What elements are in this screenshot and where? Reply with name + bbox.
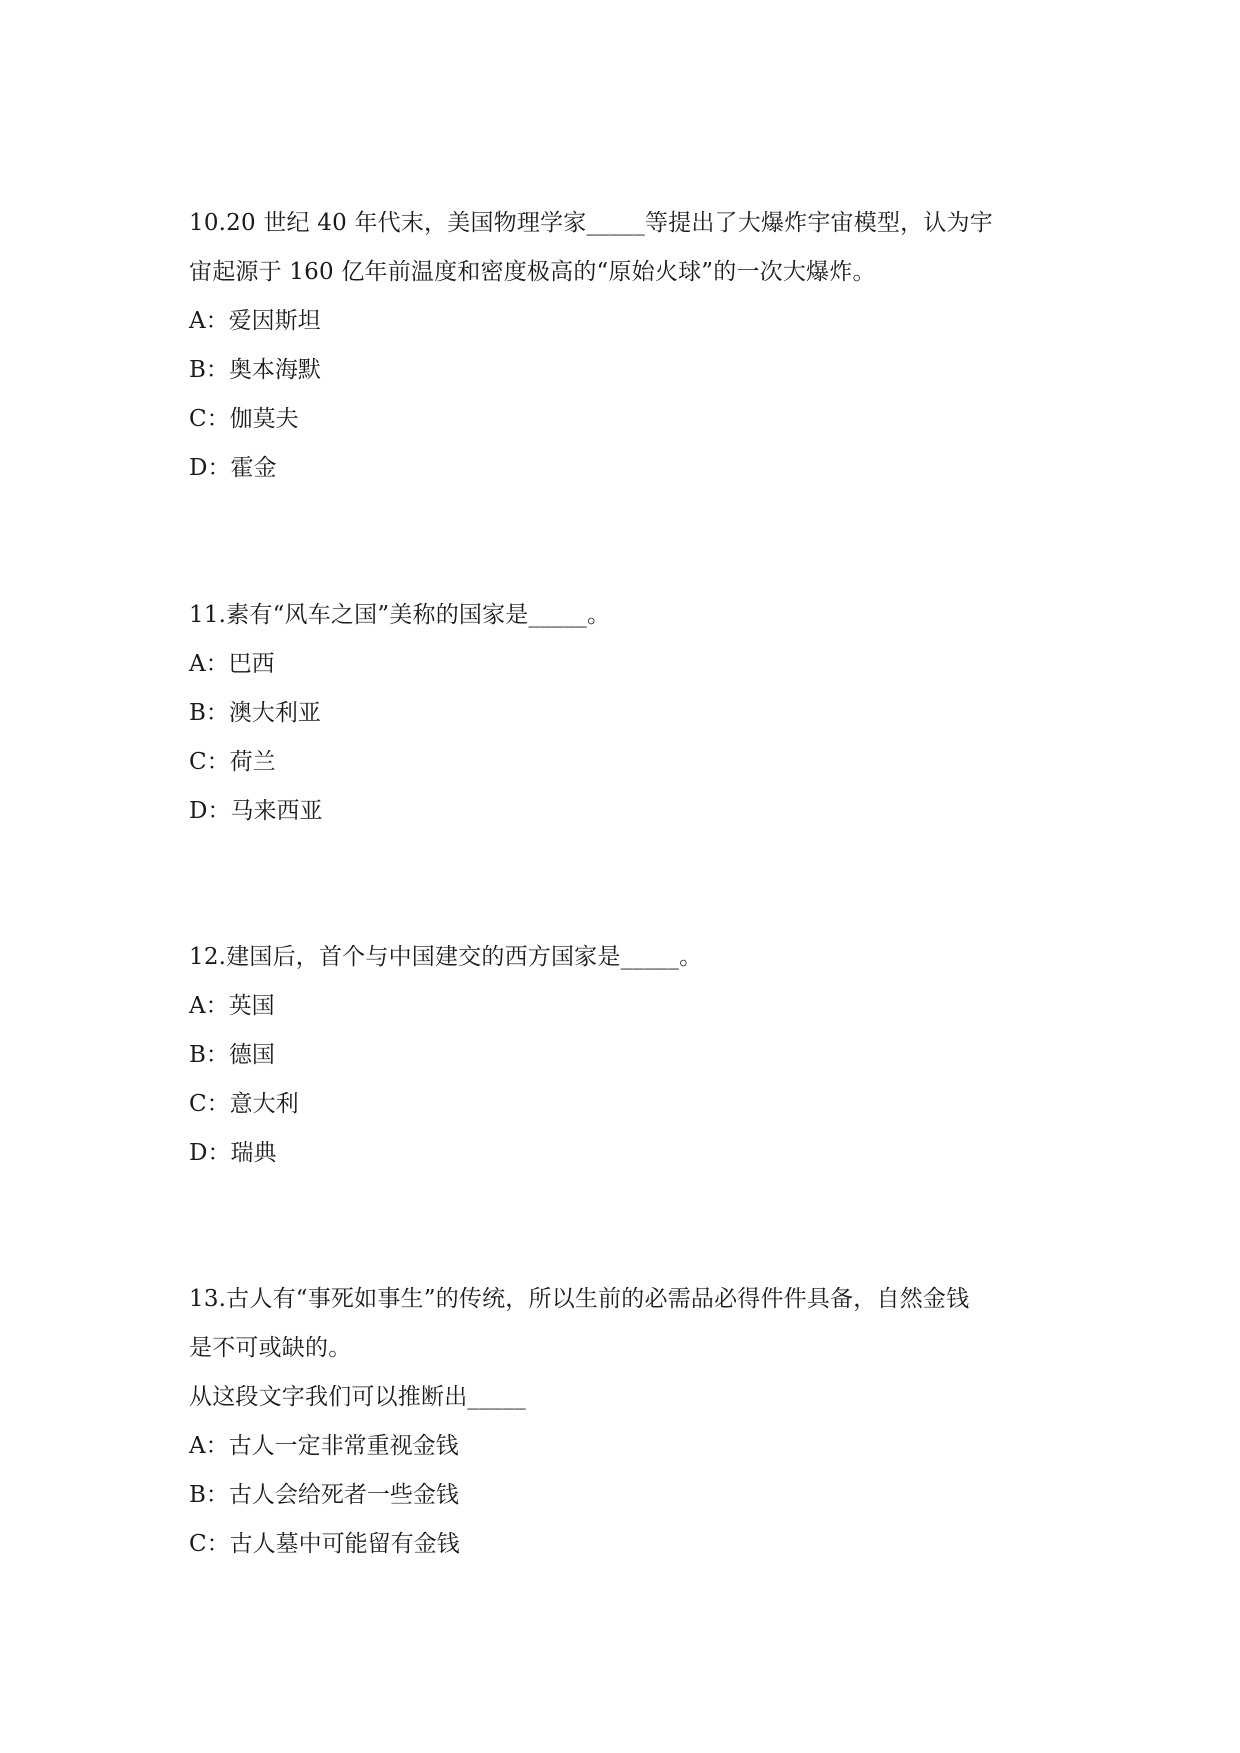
option-a: A：英国 bbox=[189, 993, 275, 1019]
option-a: A：巴西 bbox=[189, 651, 275, 677]
stem-line: 12.建国后，首个与中国建交的西方国家是_____。 bbox=[189, 944, 703, 970]
question-stem bbox=[189, 1275, 1069, 1422]
option-a: A：爱因斯坦 bbox=[189, 308, 321, 334]
question-11 bbox=[189, 591, 1069, 836]
option-d: D：马来西亚 bbox=[189, 798, 323, 824]
stem-line: 是不可或缺的。 bbox=[189, 1335, 352, 1361]
question-stem bbox=[189, 933, 1069, 982]
option-d: D：瑞典 bbox=[189, 1140, 277, 1166]
option-b: B：德国 bbox=[189, 1042, 275, 1068]
option-b: B：澳大利亚 bbox=[189, 700, 321, 726]
option-c: C：古人墓中可能留有金钱 bbox=[189, 1531, 460, 1557]
option-b: B：奥本海默 bbox=[189, 357, 321, 383]
stem-line: 13.古人有“事死如事生”的传统，所以生前的必需品必得件件具备，自然金钱 bbox=[189, 1286, 970, 1312]
question-12 bbox=[189, 933, 1069, 1178]
stem-line: 11.素有“风车之国”美称的国家是_____。 bbox=[189, 602, 611, 628]
stem-line: 宙起源于 160 亿年前温度和密度极高的“原始火球”的一次大爆炸。 bbox=[189, 259, 876, 285]
question-13 bbox=[189, 1275, 1069, 1569]
option-a: A：古人一定非常重视金钱 bbox=[189, 1433, 459, 1459]
option-c: C：荷兰 bbox=[189, 749, 276, 775]
option-d: D：霍金 bbox=[189, 455, 277, 481]
question-stem bbox=[189, 199, 1069, 297]
option-b: B：古人会给死者一些金钱 bbox=[189, 1482, 459, 1508]
option-c: C：伽莫夫 bbox=[189, 406, 299, 432]
stem-line: 10.20 世纪 40 年代末，美国物理学家_____等提出了大爆炸宇宙模型，认为宇 bbox=[189, 210, 993, 236]
question-stem bbox=[189, 591, 1069, 640]
stem-line: 从这段文字我们可以推断出_____ bbox=[189, 1384, 526, 1410]
option-c: C：意大利 bbox=[189, 1091, 299, 1117]
question-10 bbox=[189, 199, 1069, 493]
